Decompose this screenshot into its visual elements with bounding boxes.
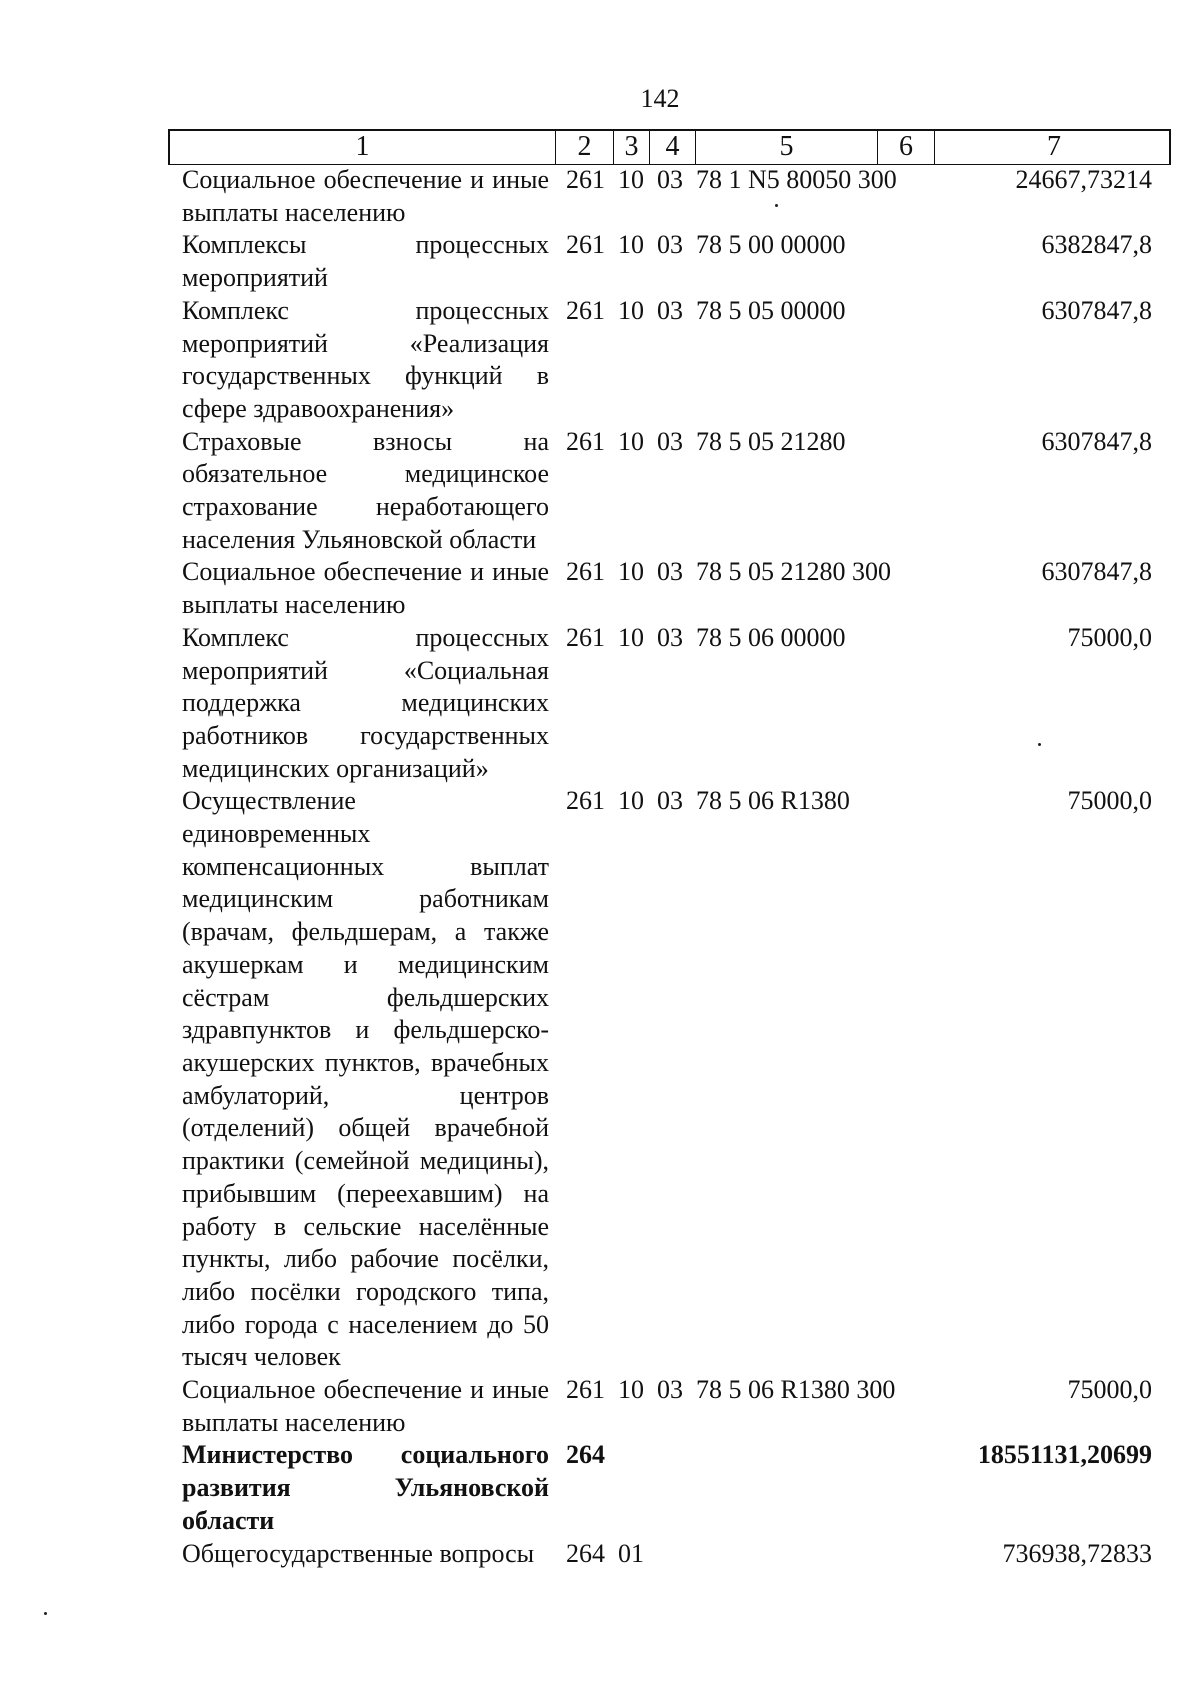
header-col-7: 7 [1047, 131, 1061, 162]
row-codes: 261 10 03 78 5 05 21280 300 [566, 557, 891, 587]
row-amount: 6307847,8 [1041, 426, 1152, 456]
row-codes: 261 10 03 78 5 05 00000 [566, 295, 846, 325]
header-col-4: 4 [650, 131, 696, 164]
row-name: Комплекс процессных мероприятий «Реализация государственных функций в сфере здравоохранения» [182, 295, 549, 423]
row-name: Комплексы процессных мероприятий [182, 230, 549, 293]
row-name: Комплекс процессных мероприятий «Социальная поддержка медицинских работников государственных медицинских организаций» [182, 622, 549, 783]
header-col-2: 2 [556, 131, 614, 164]
table-row [182, 164, 1182, 229]
row-codes: 261 10 03 78 5 06 R1380 300 [566, 1375, 896, 1405]
table-header [168, 129, 1171, 165]
row-codes: 264 [566, 1440, 605, 1470]
scan-speck [1038, 743, 1041, 746]
header-col-1: 1 [170, 131, 556, 164]
row-name: Министерство социального развития Ульяновской области [182, 1440, 549, 1535]
header-col-3: 3 [614, 131, 650, 164]
row-name: Страховые взносы на обязательное медицинское страхование неработающего населения Ульяновской области [182, 426, 549, 554]
header-col-6: 6 [878, 131, 935, 164]
table-row [182, 622, 1182, 786]
scan-speck [775, 204, 778, 207]
row-codes: 261 10 03 78 5 06 R1380 [566, 786, 850, 816]
row-codes: 261 10 03 78 5 06 00000 [566, 622, 846, 652]
row-amount: 75000,0 [1067, 1375, 1152, 1405]
row-name: Осуществление единовременных компенсационных выплат медицинским работникам (врачам, фельдшерам, а также акушеркам и медицинским сёстрам фельдшерских здравпунктов и фельдшерско-акушерских пунктов, врачебных амбулаторий, центров (отделений) общей врачебной практики (семейной медицины), прибывшим (переехавшим) на работу в сельские населённые пункты, либо рабочие посёлки, либо посёлки городского типа, либо города с населением до 50 тысяч человек [182, 786, 549, 1372]
table-row [182, 229, 1182, 294]
table-row [182, 426, 1182, 557]
row-codes: 261 10 03 78 5 00 00000 [566, 230, 846, 260]
row-amount: 75000,0 [1067, 786, 1152, 816]
table-row [182, 785, 1182, 1374]
row-amount: 75000,0 [1067, 622, 1152, 652]
row-amount: 6307847,8 [1041, 295, 1152, 325]
table-row [182, 1374, 1182, 1439]
row-amount: 736938,72833 [1002, 1538, 1152, 1568]
row-name: Общегосударственные вопросы [182, 1538, 535, 1568]
row-codes: 261 10 03 78 1 N5 80050 300 [566, 165, 897, 194]
page-number: 142 [640, 84, 680, 113]
row-amount: 18551131,20699 [977, 1440, 1152, 1470]
row-name: Социальное обеспечение и иные выплаты населению [182, 1375, 549, 1437]
row-codes: 264 01 [566, 1538, 644, 1568]
header-col-5: 5 [696, 131, 878, 164]
table-row [182, 295, 1182, 426]
table-body [182, 164, 1182, 1570]
row-name: Социальное обеспечение и иные выплаты населению [182, 557, 549, 620]
table-row [182, 556, 1182, 621]
table-row-ministry [182, 1439, 1182, 1537]
scan-speck [44, 1612, 47, 1615]
row-amount: 6307847,8 [1041, 557, 1152, 587]
row-name: Социальное обеспечение и иные выплаты населению [182, 165, 549, 227]
table-row [182, 1538, 1182, 1571]
row-amount: 6382847,8 [1041, 230, 1152, 260]
row-codes: 261 10 03 78 5 05 21280 [566, 426, 846, 456]
row-amount: 24667,73214 [1015, 165, 1152, 194]
